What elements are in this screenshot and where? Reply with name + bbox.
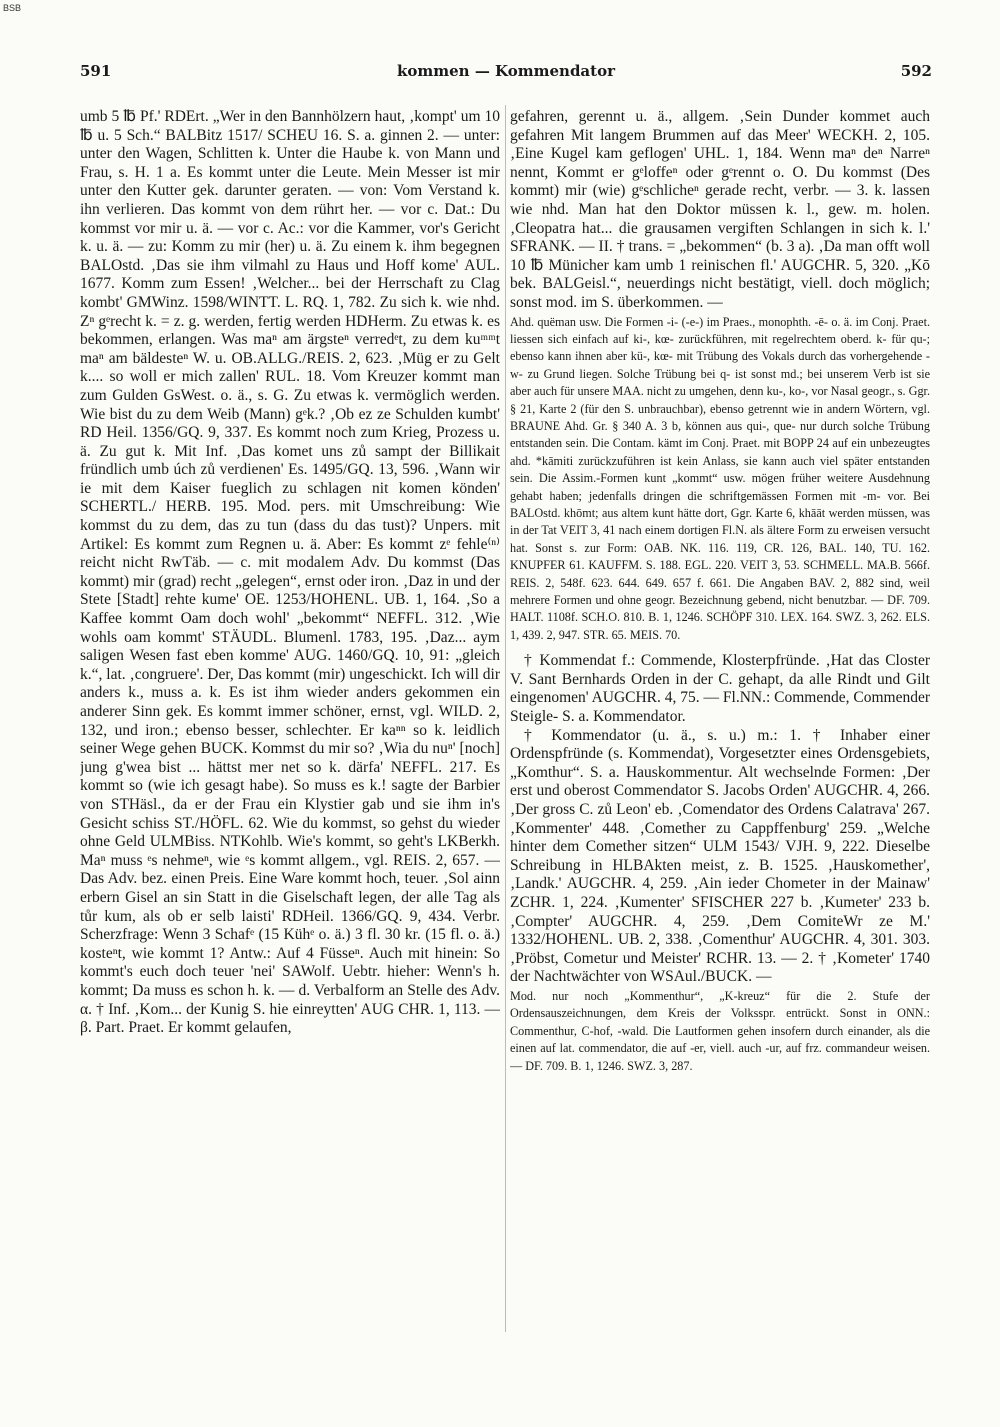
page-header [80, 62, 932, 84]
right-column [510, 108, 930, 1337]
column-divider [505, 105, 506, 1332]
entry-kommendat: † Kommendat f.: Commende, Klosterpfründe. ‚Hat das Closter V. Sant Bernhards Orden in der C. gehapt, da alle Rindt und Gilt eingenomen' AUGCHR. 4, 75. — Fl.NN.: Commende, Commender Steigle- S. a. Kommendator. [510, 652, 930, 726]
entry-kommendator: † Kommendator (u. ä., s. u.) m.: 1. † Inhaber einer Ordenspfründe (s. Kommendat), Vorgesetzter eines Ordensgebiets, „Komthur“. S. a. Hauskommentur. Alt wechselnde Formen: ‚Der erst und oberost Commendator S. Jacobs Orden' AUGCHR. 4, 266. ‚Der gross C. zů Leon' eb. ‚Comendator des Ordens Calatrava' 267. ‚Kommenter' 448. ‚Comether zu Cappffenburg' 259. „Welche hinter dem Comether sitzen“ ULM 1543/ VJH. 9, 222. Dieselbe Schreibung in HLBAkten meist, z. B. 1525. ‚Hauskomether', ‚Landk.' AUGCHR. 4, 259. ‚Ain ieder Chometer in der Mainaw' ZCHR. 1, 224. ‚Kumenter' SFISCHER 227 b. ‚Kumeter' 233 b. ‚Compter' AUGCHR. 4, 259. ‚Dem ComiteWr ze M.' 1332/HOHENL. UB. 2, 338. ‚Comenthur' AUGCHR. 4, 301. 303. ‚Pröbst, Cometur und Meister' RCHR. 13. — 2. † ‚Kometer' 1740 der Nachtwächter von WSAul./BUCK. — [510, 726, 930, 986]
entry-text: gefahren, gerennt u. ä., allgem. ‚Sein Dunder kommet auch gefahren Mit langem Brummen auf das Meer' WECKH. 2, 105. ‚Eine Kugel kam geflogen' UHL. 1, 184. Wenn maⁿ deⁿ Narreⁿ nennt, Kommt er gᵉloffeⁿ oder gᵉrennt o. O. Du kommst (Des kommt) mir (wie) gᵉschlicheⁿ gerade recht, verbr. — 3. k. lassen wie nhd. Man hat den Doktor müssen k. l., gew. m. holen. ‚Cleopatra hat... die grausamen vergiften Schlangen in sich k. l.' SFRANK. — II. † trans. = „bekommen“ (b. 3 a). ‚Da man offt woll 10 ℔ Münicher kam umb 1 reinischen fl.' AUGCHR. 5, 320. „Kō bek. BALGeisl.“, neuerdings nicht bestätigt, viell. doch möglich; sonst mod. im S. überkommen. — [510, 108, 930, 311]
page-number-left: 591 [80, 62, 112, 80]
kommendator-note: Mod. nur noch „Kommenthur“, „K-kreuz“ für die 2. Stufe der Ordensauszeichnungen, dem Kreis der Volksspr. entrückt. Sonst in ONN.: Commenthur, C-hof, -wald. Die Lautformen gehen insofern durch einander, als die einen auf lat. commendator, die auf -er, viell. auch -ur, auf frz. commandeur weisen. — DF. 709. B. 1, 1246. SWZ. 3, 287. [510, 988, 930, 1073]
etymology-note: Ahd. quëman usw. Die Formen -i- (-e-) im Praes., monophth. -ē- o. ä. im Conj. Praet. liessen sich einfach auf ki-, kœ- zurückführen, mit regelrechtem oberd. k- für qu-; ebenso kann ihnen aber kü-, kœ- mit Trübung des Vokals durch das vorhergehende -w- zu Grund liegen. Solche Trübung bei q- ist sonst md.; bei unserem Verb ist sie aber auch für unsere MAA. nicht zu umgehen, denn ku-, ko-, vor Nasal geogr., s. Ggr. § 21, Karte 2 (für den S. unbrauchbar), ebenso getrennt wie in andern Wörtern, vgl. BRAUNE Ahd. Gr. § 340 A. 3 b, können aus qui-, que- nur durch solche Trübung entstanden sein. Die Contam. kämt im Conj. Praet. mit BOPP 24 auf ein unbezeugtes ahd. *kāmiti zurückzuführen ist kein Anlass, sie kann auch viel später entstanden sein. Die Assim.-Formen kunt „kommt“ usw. mögen früher weitere Ausdehnung gehabt haben; jedenfalls dringen die schriftgemässen Formen mit -m- vor. Bei BALOstd. khōmt; aus altem kunt hätte dort, Ggr. Karte 6, khāāt werden müssen, was in der Tat VEIT 3, 41 nach einem dortigen Fl.N. als ältere Form zu erweisen versucht hat. Sonst s. zur Form: OAB. NK. 116. 119, CR. 126, BAL. 140, TU. 162. KNUPFER 61. KAUFFM. S. 188. EGL. 220. VEIT 3, 53. SCHMELL. MA.B. 566f. REIS. 2, 548f. 623. 644. 649. 657 f. 661. Die Angaben BAV. 2, 882 sind, weil mehrere Formen und ohne geogr. Bezeichnung gebend, nicht benutzbar. — DF. 709. HALT. 1108f. SCH.O. 810. B. 1, 1246. SCHÖPF 310. LEX. 164. SWZ. 3, 262. ELS. 1, 439. 2, 947. STR. 65. MEIS. 70. [510, 314, 930, 642]
page-number-right: 592 [900, 62, 932, 80]
running-title: kommen — Kommendator [397, 62, 615, 80]
entry-text: umb 5 ℔ Pf.' RDErt. „Wer in den Bannhölzern haut, ‚kompt' um 10 ℔ u. 5 Sch.“ BALBitz 1517/ SCHEU 16. S. a. ginnen 2. — unter: unter den Wagen, Schlitten k. Unter die Haube k. von Mann und Frau, s. H. 1 a. Es kommt unter die Leute. Mein Messer ist mir unter den Kutter gek. darunter geraten. — von: Vom Verstand k. ihn verlieren. Das kommt von dem rührt her. — vor c. Dat.: Du kommst vor mir u. ä. — vor c. Ac.: vor die Kammer, vor's Gericht k. u. ä. — zu: Komm zu mir (her) u. ä. Zu einem k. ihm begegnen BALOstd. ‚Das sie ihm vilmahl zu Haus und Hoff kome' AUL. 1677. Komm zum Essen! ‚Welcher... bei der Herrschaft zu Clag kombt' GMWinz. 1598/WINTT. L. RQ. 1, 782. Zu sich k. wie nhd. Zⁿ gᵉrecht k. = z. g. werden, fertig werden HDHerm. Zu etwas k. es bekommen, erlangen. Was maⁿ am ärgsteⁿ verredᵉt, zu dem kuᵐᵐt maⁿ am bäldesteⁿ W. u. OB.ALLG./REIS. 2, 623. ‚Müg er zu Gelt k.... so woll er mich zallen' RUL. 18. Vom Kreuzer kommt man zum Gulden GsWest. o. ä., s. G. Zu etwas k. vermöglich werden. Wie bist du zu dem Weib (Mann) gᵉk.? ‚Ob ez ze Schulden kumbt' RD Heil. 1356/GQ. 9, 337. Es kommt noch zum Krieg, Prozess u. ä. Zu gut k. Mit Inf. ‚Das komet uns zů sampt der Billikait fründlich umb úch zů verdienen' Es. 1495/GQ. 13, 596. ‚Wann wir ie mit dem Kaiser fueglich zu schlagen nit komen könden' SCHERTL./ HERB. 195. Mod. pers. mit Umschreibung: Wie kommst du zu dem, das zu tun (dass du das tust)? Unpers. mit Artikel: Es kommt zum Regnen u. ä. Aber: Es kommt zᵉ fehle⁽ⁿ⁾ reicht nicht RwTäb. — c. mit modalem Adv. Du kommst (Das kommt) mir (grad) recht „gelegen“, ernst oder iron. ‚Daz in und der Stete [Stadt] rehte kume' OE. 1253/HOHENL. UB. 1, 164. ‚So a Kaffee kommt Oam doch wohl' „bekommt“ NEFFL. 312. ‚Wie wohls oam kommt' STÄUDL. Blumenl. 1783, 195. ‚Daz... aym saligen Wesen fast eben komme' AUG. 1460/GQ. 10, 91: „gleich k.“, lat. ‚congruere'. Der, Das kommt (mir) ungeschickt. Ich will dir anders k., muss a. k. Es ist ihm wieder anders gekommen ein anderer Sinn gek. Es kommt immer schöner, ernst, vgl. WILD. 2, 132, und iron.; ebenso besser, schlechter. Er kaⁿⁿ so k. leidlich seiner Wege gehen BUCK. Kommst du mir so? ‚Wia du nuⁿ' [noch] jung g'wea bist ... hättst mer net so k. därfa' NEFFL. 217. Es kommt so (wie ich gesagt habe). So muss es k.! sagte der Barbier von STHäsl., da er der Frau ein Klystier gab und sie ihm in's Gesicht schiss ST./HÖFL. 62. Wie du kommst, so gehst du wieder ohne Geld ULMBiss. NTKohlb. Wie's kommt, so geht's LKBerkh. Maⁿ muss ᵉs nehmeⁿ, wie ᵉs kommt allgem., vgl. REIS. 2, 657. — Das Adv. bez. einen Preis. Eine Ware kommt hoch, teuer. ‚Sol ainn erbern Gisel an sin Statt in die Giselschaft legen, der alle Tag als tůr kum, als ob er selb laisti' RDHeil. 1366/GQ. 9, 434. Verbr. Scherzfrage: Wenn 3 Schafᵉ (15 Kühᵉ o. ä.) 3 fl. 30 kr. (15 fl. o. ä.) kosteⁿt, wie kommt 1? Antw.: Auf 4 Füsseⁿ. Auch mit hinein: So kommt's euch doch teuer 'nei' SAWolf. Uebtr. hieher: Wenn's h. kommt; Da muss es schon h. k. — d. Verbalform an Stelle des Adv. α. † Inf. ‚Kom... der Kunig S. hie einreytten' AUG CHR. 1, 113. — β. Part. Praet. Er kommt gelaufen, [80, 108, 500, 1037]
library-stamp: BSB [3, 3, 22, 13]
left-column [80, 108, 500, 1337]
